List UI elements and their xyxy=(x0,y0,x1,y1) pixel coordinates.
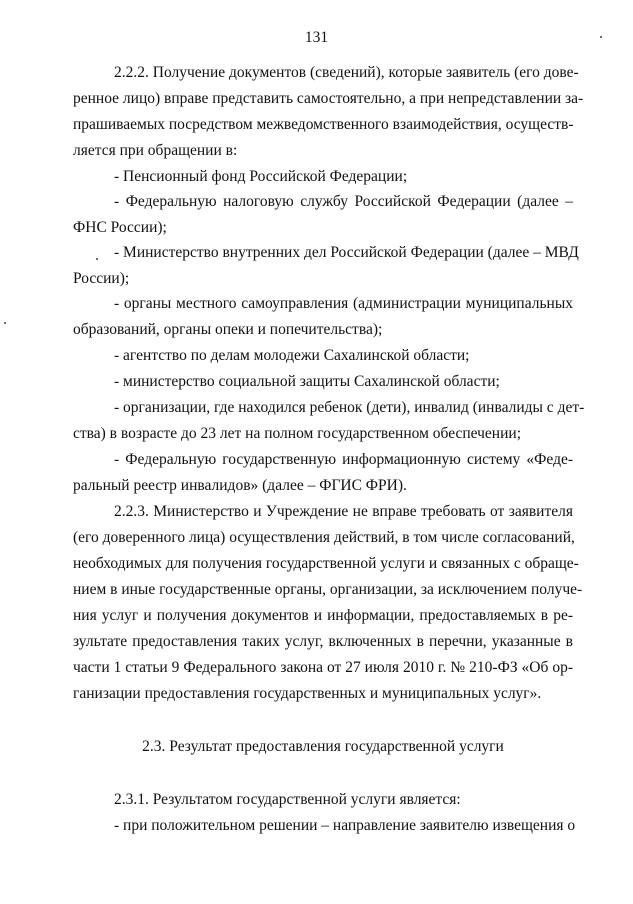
paragraph-line: 2.3.1. Результатом государственной услуги является: xyxy=(114,791,461,808)
list-item: - при положительном решении – направление заявителю извещения о xyxy=(114,817,576,834)
list-item-continuation: ФНС России); xyxy=(73,219,167,236)
paragraph-line: зультате предоставления таких услуг, включенных в перечни, указанные в xyxy=(73,633,573,650)
list-item: - министерство социальной защиты Сахалинской области; xyxy=(114,373,500,390)
paragraph-line: ляется при обращении в: xyxy=(73,142,238,159)
list-item-continuation: образований, органы опеки и попечительства); xyxy=(73,321,383,338)
paragraph-line: 2.2.2. Получение документов (сведений), которые заявитель (его дове- xyxy=(114,64,579,81)
list-item: - Федеральную государственную информационную систему «Феде- xyxy=(114,451,573,468)
list-item: - Пенсионный фонд Российской Федерации; xyxy=(114,168,408,185)
paragraph-line: ния услуг и получения документов и информации, предоставляемых в ре- xyxy=(73,607,573,624)
paragraph-line: ганизации предоставления государственных и муниципальных услуг». xyxy=(73,685,542,702)
list-item: - организации, где находился ребенок (дети), инвалид (инвалиды с дет- xyxy=(114,399,585,416)
page-number: 131 xyxy=(304,29,329,46)
section-heading: 2.3. Результат предоставления государственной услуги xyxy=(142,738,504,755)
paragraph-line: 2.2.3. Министерство и Учреждение не вправе требовать от заявителя xyxy=(114,503,573,520)
paragraph-line: необходимых для получения государственной услуги и связанных с обраще- xyxy=(73,555,579,572)
list-item: - Федеральную налоговую службу Российской Федерации (далее – xyxy=(114,193,573,210)
paragraph-line: ренное лицо) вправе представить самостоятельно, а при непредставлении за- xyxy=(73,90,584,107)
list-item: - Министерство внутренних дел Российской Федерации (далее – МВД xyxy=(114,244,579,261)
scan-speck xyxy=(4,322,6,324)
paragraph-line: части 1 статьи 9 Федерального закона от 27 июля 2010 г. № 210-ФЗ «Об ор- xyxy=(73,659,573,676)
list-item: - агентство по делам молодежи Сахалинской области; xyxy=(114,347,470,364)
scan-speck xyxy=(600,36,602,38)
list-item: - органы местного самоуправления (администрации муниципальных xyxy=(114,295,573,312)
list-item-continuation: России); xyxy=(73,270,130,287)
paragraph-line: нием в иные государственные органы, организации, за исключением получе- xyxy=(73,581,583,598)
list-item-continuation: ральный реестр инвалидов» (далее – ФГИС ФРИ). xyxy=(73,477,407,494)
paragraph-line: прашиваемых посредством межведомственного взаимодействия, осуществ- xyxy=(73,116,574,133)
paragraph-line: (его доверенного лица) осуществления действий, в том числе согласований, xyxy=(73,529,575,546)
scan-speck xyxy=(96,258,98,260)
list-item-continuation: ства) в возрасте до 23 лет на полном государственном обеспечении; xyxy=(73,425,522,442)
